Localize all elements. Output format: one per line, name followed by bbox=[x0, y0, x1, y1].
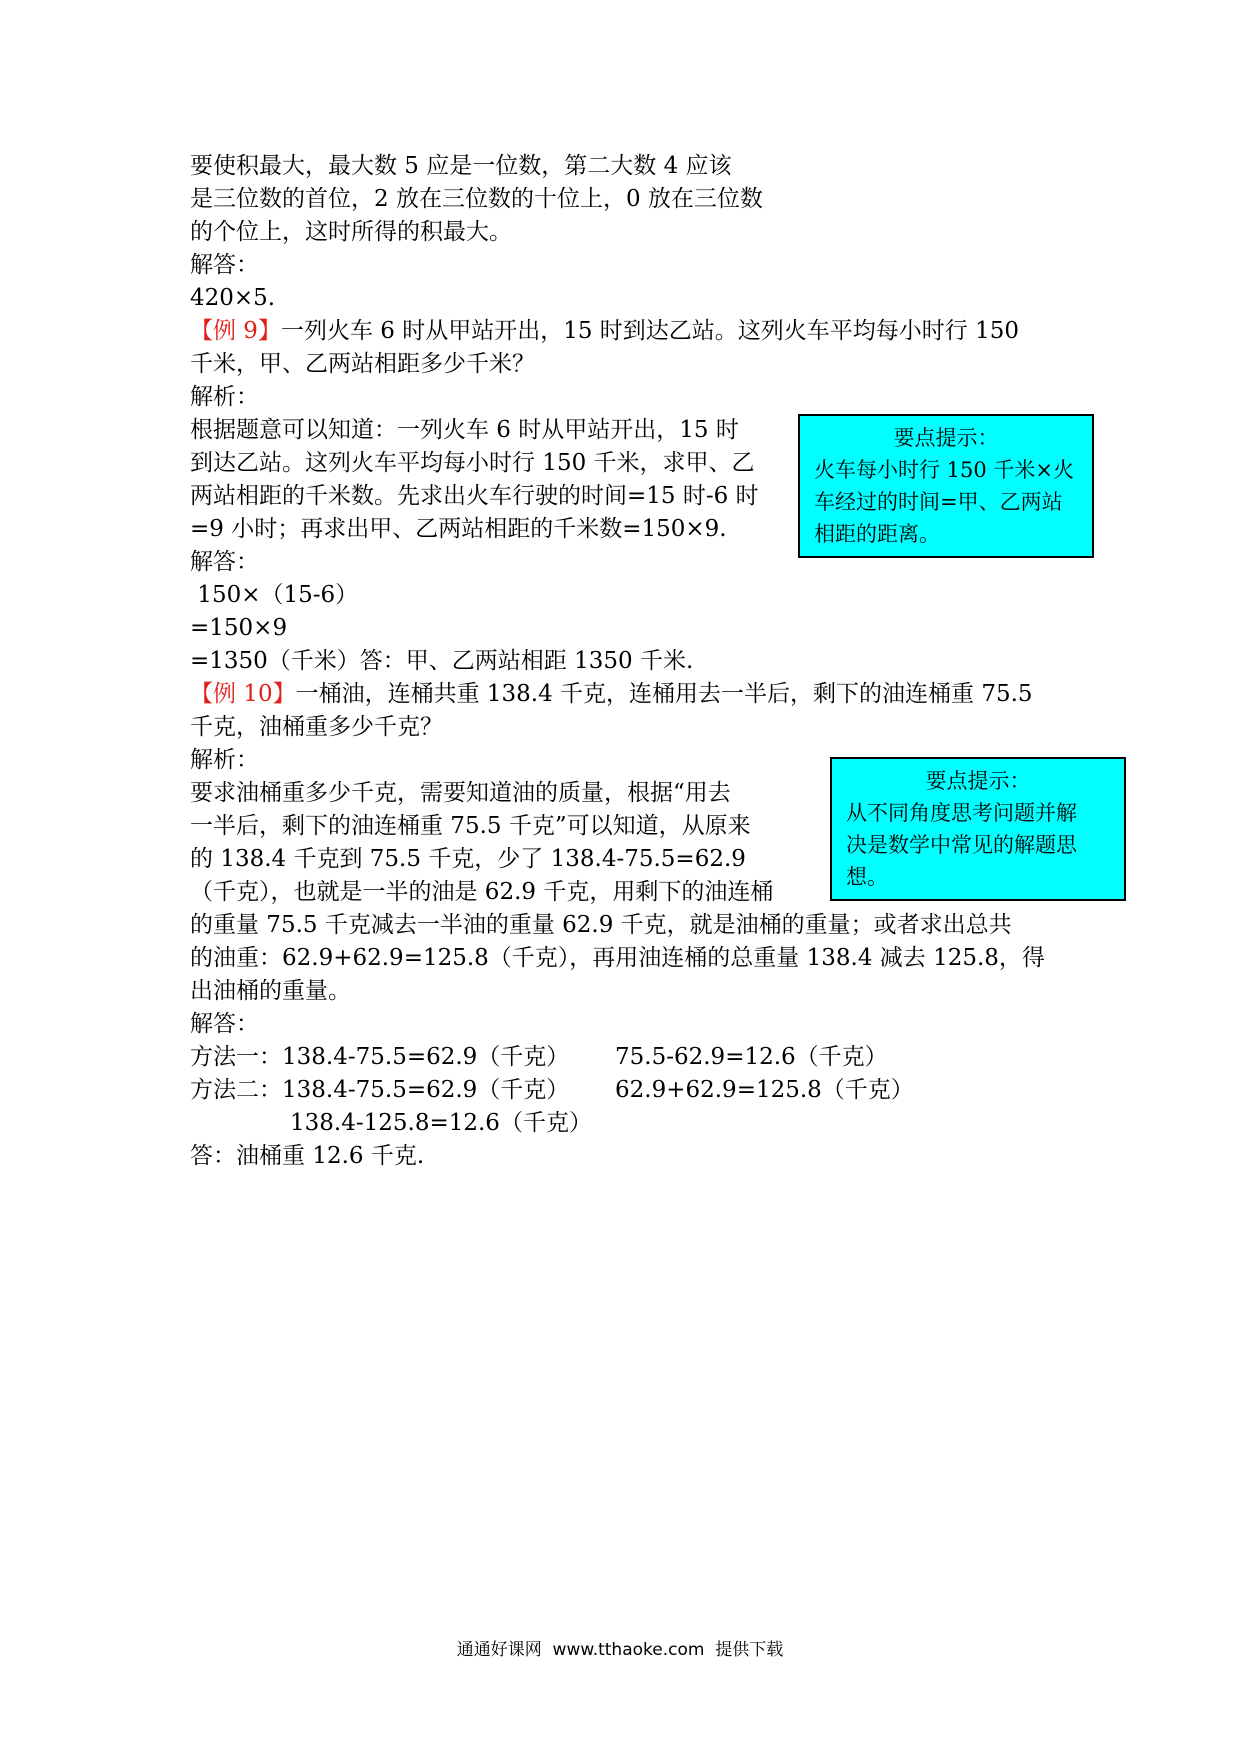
text-line: 150×（15-6） bbox=[190, 582, 359, 608]
example-10-question: 一桶油，连桶共重 138.4 千克，连桶用去一半后，剩下的油连桶重 75.5 bbox=[295, 681, 1033, 707]
method-two-step2: 62.9+62.9=125.8（千克） bbox=[615, 1077, 914, 1103]
text-line: =9 小时；再求出甲、乙两站相距的千米数=150×9. bbox=[190, 516, 727, 542]
tip-box-line: 相距的距离。 bbox=[814, 522, 940, 546]
example-10-label: 【例 10】 bbox=[190, 681, 296, 707]
text-line: 解答： bbox=[190, 549, 259, 575]
example-10-heading bbox=[190, 678, 1033, 711]
text-line: 根据题意可以知道：一列火车 6 时从甲站开出，15 时 bbox=[190, 417, 739, 443]
text-line: 的重量 75.5 千克减去一半油的重量 62.9 千克，就是油桶的重量；或者求出总共 bbox=[190, 912, 1012, 938]
example-9-question: 一列火车 6 时从甲站开出，15 时到达乙站。这列火车平均每小时行 150 bbox=[280, 318, 1019, 344]
text-line: 到达乙站。这列火车平均每小时行 150 千米，求甲、乙 bbox=[190, 450, 755, 476]
text-line: 420×5. bbox=[190, 285, 276, 311]
text-line: 的 138.4 千克到 75.5 千克，少了 138.4-75.5=62.9 bbox=[190, 846, 746, 872]
tip-box-line: 从不同角度思考问题并解 bbox=[846, 801, 1077, 825]
tip-box-title: 要点提示： bbox=[893, 426, 999, 450]
method-one-step2: 75.5-62.9=12.6（千克） bbox=[615, 1044, 888, 1070]
text-line: 两站相距的千米数。先求出火车行驶的时间=15 时-6 时 bbox=[190, 483, 759, 509]
text-line: （千克），也就是一半的油是 62.9 千克，用剩下的油连桶 bbox=[190, 879, 774, 905]
text-line: =150×9 bbox=[190, 615, 288, 641]
text-line: 解答： bbox=[190, 252, 259, 278]
tip-box-line: 车经过的时间=甲、乙两站 bbox=[814, 490, 1063, 514]
example-9-label: 【例 9】 bbox=[190, 318, 281, 344]
method-two-step3: 138.4-125.8=12.6（千克） bbox=[290, 1110, 592, 1136]
tip-box-line: 火车每小时行 150 千米×火 bbox=[814, 458, 1075, 482]
text-line: =1350（千米）答：甲、乙两站相距 1350 千米. bbox=[190, 648, 694, 674]
method-one-step1: 方法一：138.4-75.5=62.9（千克） bbox=[190, 1044, 570, 1070]
text-line: 一半后，剩下的油连桶重 75.5 千克”可以知道，从原来 bbox=[190, 813, 751, 839]
tip-box-title: 要点提示： bbox=[925, 769, 1031, 793]
page-footer: 通通好课网 www.tthaoke.com 提供下载 bbox=[456, 1640, 784, 1660]
text-line: 是三位数的首位，2 放在三位数的十位上，0 放在三位数 bbox=[190, 186, 763, 212]
final-answer: 答：油桶重 12.6 千克. bbox=[190, 1143, 425, 1169]
text-line: 出油桶的重量。 bbox=[190, 978, 351, 1004]
text-line: 千米，甲、乙两站相距多少千米？ bbox=[190, 351, 535, 377]
text-line: 要求油桶重多少千克，需要知道油的质量，根据“用去 bbox=[190, 780, 731, 806]
tip-box-line: 决是数学中常见的解题思 bbox=[846, 833, 1077, 857]
tip-box-line: 想。 bbox=[846, 865, 888, 889]
text-line: 的油重：62.9+62.9=125.8（千克），再用油连桶的总重量 138.4 减去 125.8，得 bbox=[190, 945, 1045, 971]
text-line: 解析： bbox=[190, 747, 259, 773]
text-line: 解析： bbox=[190, 384, 259, 410]
text-line: 的个位上，这时所得的积最大。 bbox=[190, 219, 512, 245]
tip-box-2 bbox=[830, 757, 1126, 901]
tip-box-1 bbox=[798, 414, 1094, 558]
method-two-step1: 方法二：138.4-75.5=62.9（千克） bbox=[190, 1077, 570, 1103]
text-line: 解答： bbox=[190, 1011, 259, 1037]
text-line: 要使积最大，最大数 5 应是一位数，第二大数 4 应该 bbox=[190, 153, 732, 179]
example-9-heading bbox=[190, 315, 1019, 348]
text-line: 千克，油桶重多少千克？ bbox=[190, 714, 443, 740]
